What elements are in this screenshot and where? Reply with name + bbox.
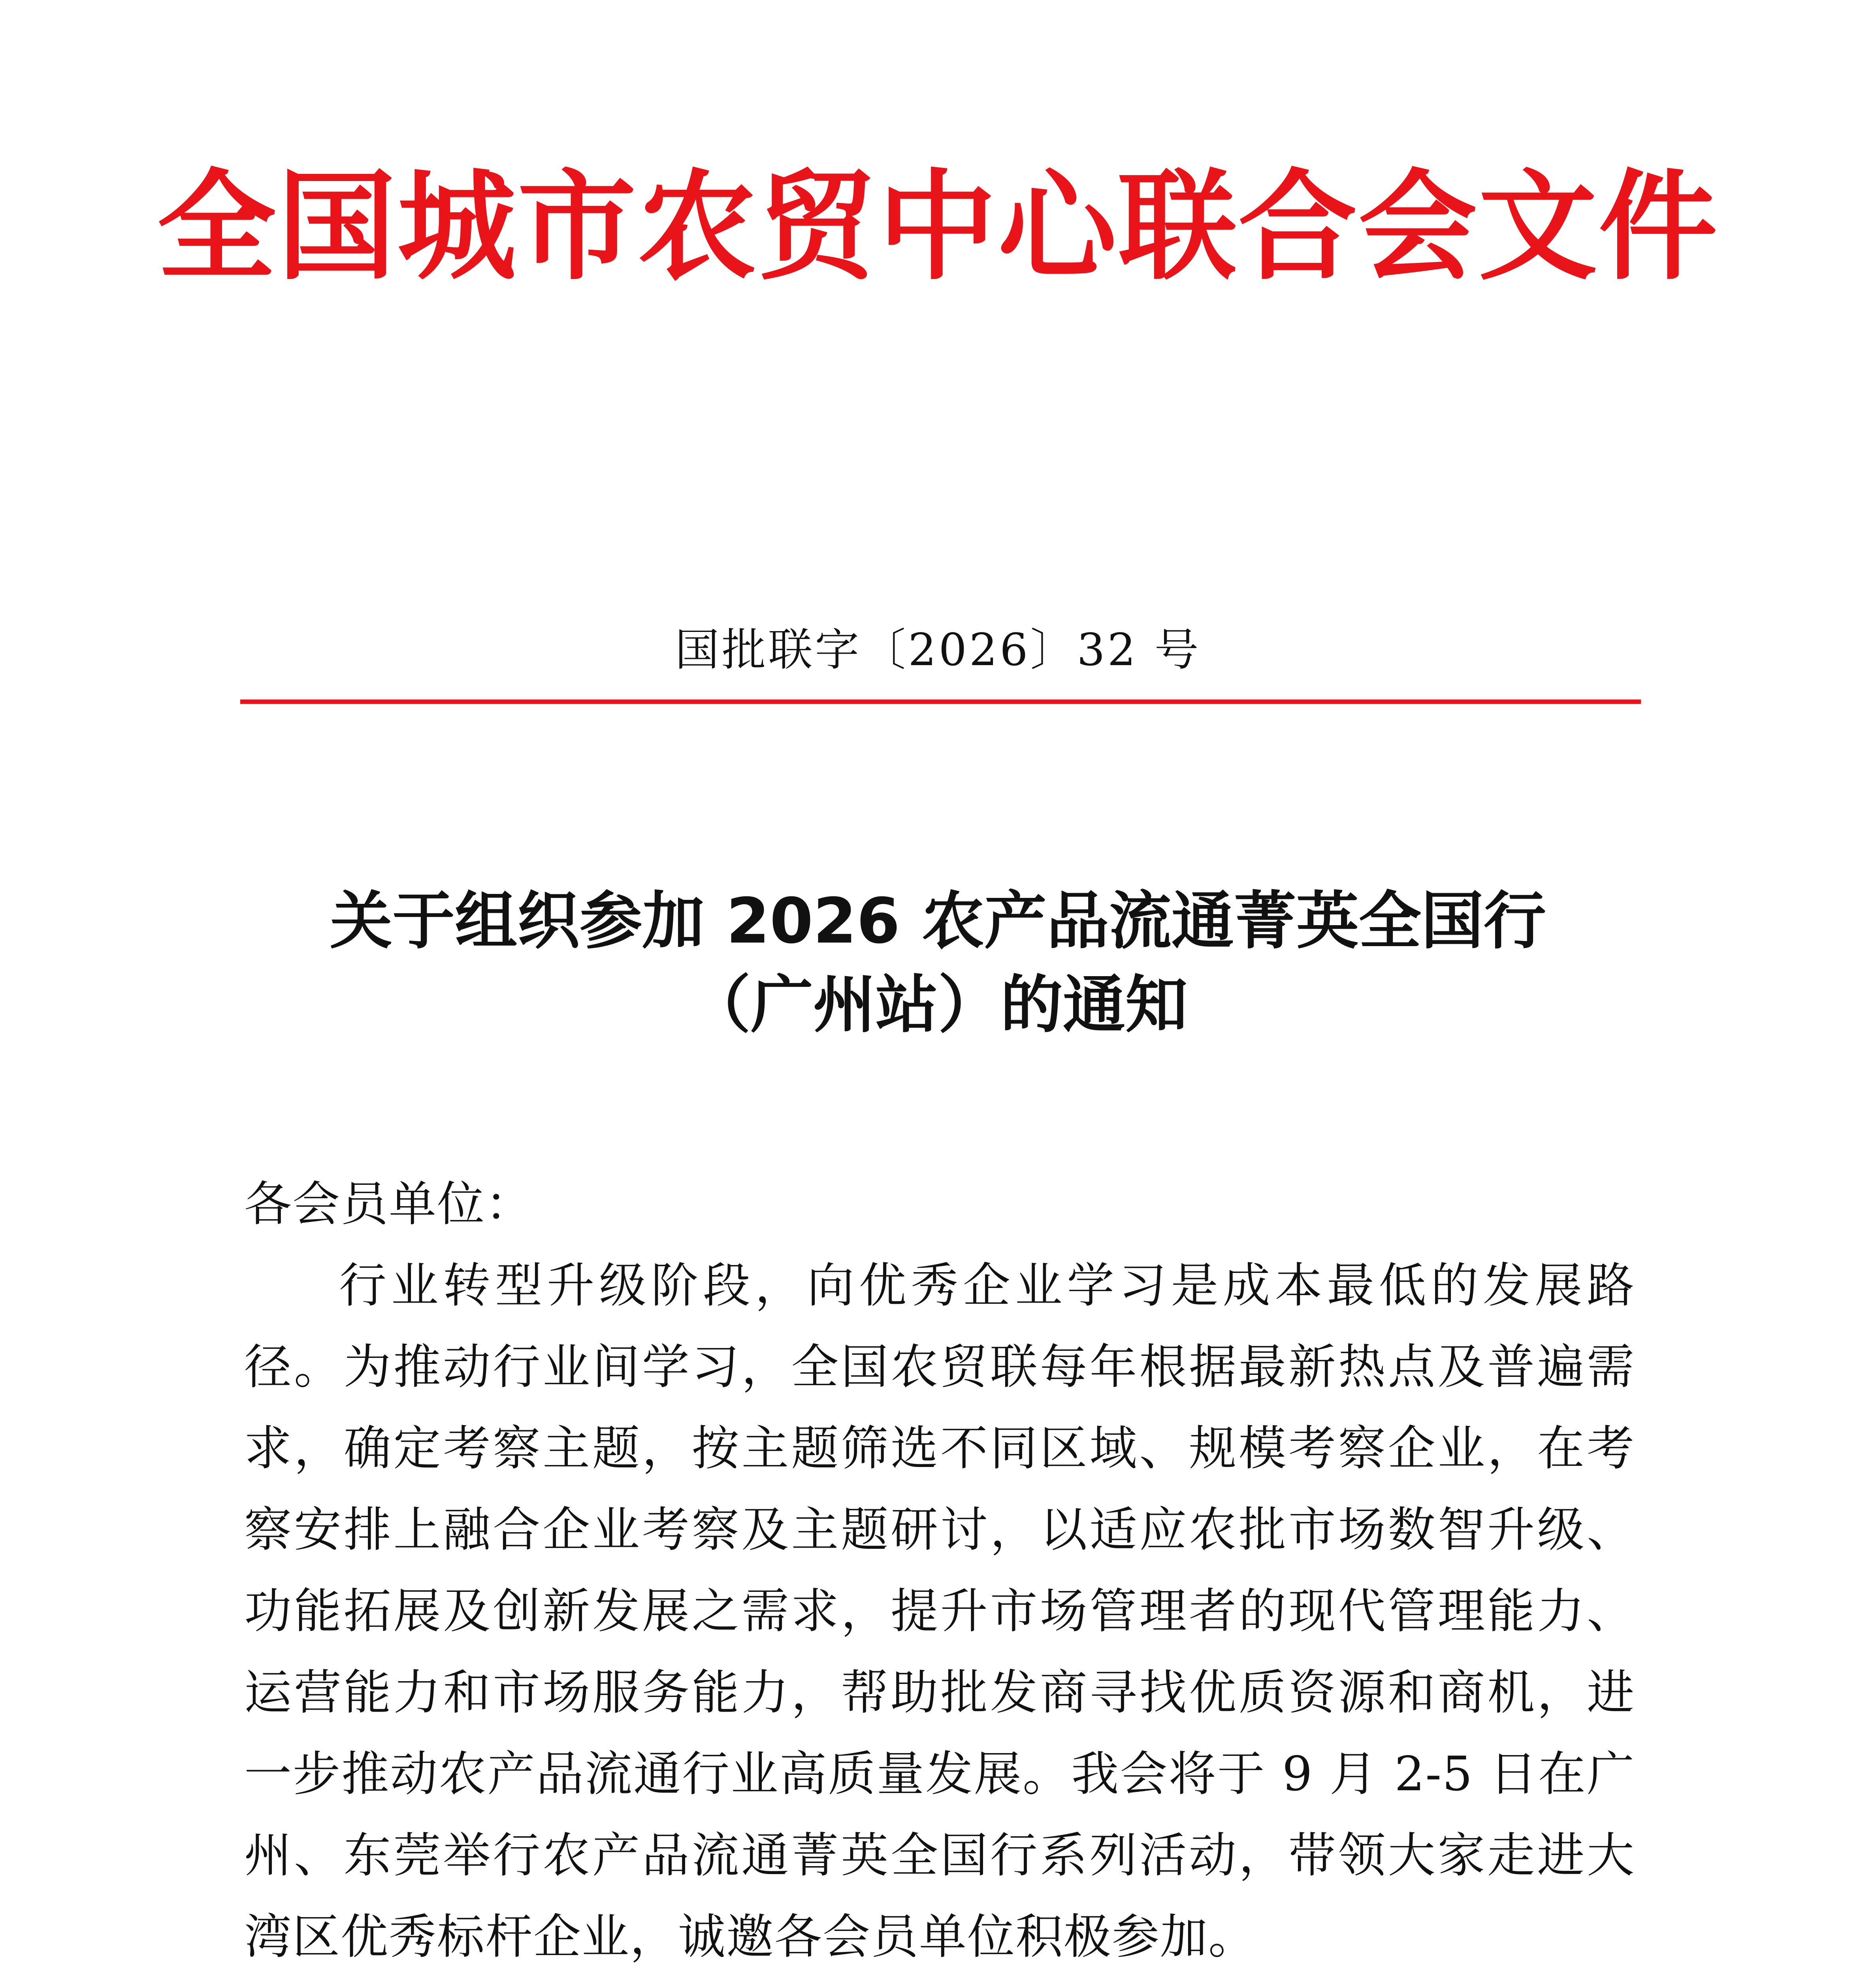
body-paragraph-1: 行业转型升级阶段，向优秀企业学习是成本最低的发展路径。为推动行业间学习，全国农贸联每年根据最新热点及普遍需求，确定考察主题，按主题筛选不同区域、规模考察企业，在考察安排上融合企业考察及主题研讨，以适应农批市场数智升级、功能拓展及创新发展之需求，提升市场管理者的现代管理能力、运营能力和市场服务能力，帮助批发商寻找优质资源和商机，进一步推动农产品流通行业高质量发展。我会将于 9 月 2-5 日在广州、东莞举行农产品流通菁英全国行系列活动，带领大家走进大湾区优秀标杆企业，诚邀各会员单位积极参加。 <box>244 1258 1635 1965</box>
issuer-header-title: 全国城市农贸中心联合会文件 <box>157 158 1719 296</box>
salutation: 各会员单位： <box>244 1177 533 1232</box>
notice-title <box>0 879 1876 1047</box>
red-divider-line <box>240 700 1641 704</box>
notice-title-line-1: 关于组织参加 2026 农产品流通菁英全国行 <box>330 885 1546 958</box>
document-number: 国批联字〔2026〕32 号 <box>675 624 1201 676</box>
notice-title-line-2: （广州站）的通知 <box>688 969 1188 1041</box>
notice-body <box>244 1164 1635 1976</box>
